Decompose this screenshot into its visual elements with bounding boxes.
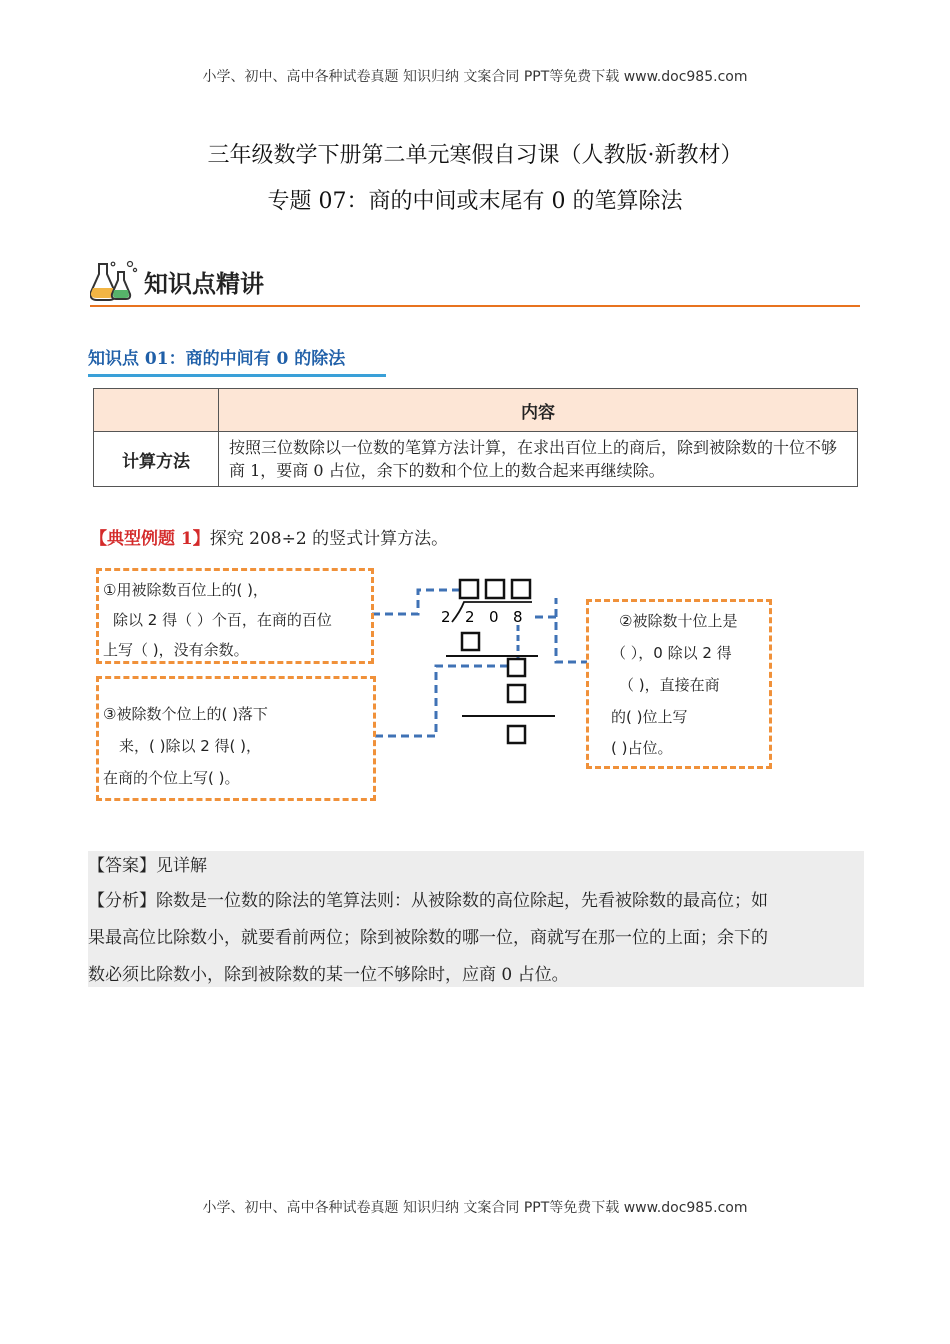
answer-text: 见详解 (156, 856, 207, 876)
table-row-content: 按照三位数除以一位数的笔算方法计算，在求出百位上的商后，除到被除数的十位不够商 1，要商 0 占位，余下的数和个位上的数合起来再继续除。 (219, 432, 858, 487)
example-text: 探究 208÷2 的竖式计算方法。 (209, 529, 449, 549)
section-heading-text: 知识点精讲 (144, 270, 264, 298)
analysis-line3: 数必须比除数小，除到被除数的某一位不够除时，应商 0 占位。 (88, 965, 569, 985)
step1-line1: ①用被除数百位上的( )， (103, 581, 268, 599)
table-header-content: 内容 (219, 389, 858, 432)
product-box-2 (508, 685, 525, 702)
answer-block (88, 851, 864, 987)
step2-line4: 的( )位上写 (611, 708, 688, 726)
step2-box (586, 599, 772, 769)
table-row-label: 计算方法 (94, 432, 219, 487)
page-header: 小学、初中、高中各种试卷真题 知识归纳 文案合同 PPT等免费下载 www.doc985.com (202, 69, 748, 85)
page-title: 三年级数学下册第二单元寒假自习课（人教版·新教材） (207, 143, 743, 168)
page-footer: 小学、初中、高中各种试卷真题 知识归纳 文案合同 PPT等免费下载 www.doc985.com (202, 1200, 748, 1216)
step2-line2: （ ），0 除以 2 得 (611, 644, 732, 662)
divisor-text: 2 (441, 608, 451, 626)
dividend-digit-hundreds: 2 (465, 608, 475, 626)
quotient-tens-box (486, 580, 504, 598)
connector-box2 (535, 617, 587, 662)
step2-line3: （ )，直接在商 (619, 676, 720, 694)
remainder-box-1 (508, 659, 525, 676)
analysis-line2: 果最高位比除数小，就要看前两位；除到被除数的哪一位，商就写在那一位的上面；余下的 (88, 928, 768, 948)
answer-tag: 【答案】 (88, 856, 156, 876)
knowledge-point-title: 知识点 01：商的中间有 0 的除法 (88, 349, 346, 369)
step3-box (96, 676, 376, 801)
step2-line5: ( )占位。 (611, 739, 673, 757)
page-subtitle: 专题 07：商的中间或末尾有 0 的笔算除法 (267, 189, 683, 214)
step3-line2: 来，( )除以 2 得( )， (119, 737, 262, 755)
example-tag: 【典型例题 1】 (90, 529, 210, 549)
analysis-text-1: 除数是一位数的除法的笔算法则：从被除数的高位除起，先看被除数的最高位；如 (156, 891, 768, 911)
step2-line1: ②被除数十位上是 (619, 612, 738, 630)
answer-line (88, 848, 864, 885)
dividend-digit-tens: 0 (489, 608, 499, 626)
connector-box3 (375, 666, 508, 736)
quotient-ones-box (512, 580, 530, 598)
step3-line1: ③被除数个位上的( )落下 (103, 705, 268, 723)
step1-line3: 上写（ )，没有余数。 (103, 641, 249, 659)
step3-line3: 在商的个位上写( )。 (103, 769, 240, 787)
analysis-tag: 【分析】 (88, 891, 156, 911)
step1-line2: 除以 2 得（ ）个百，在商的百位 (113, 611, 332, 629)
analysis-line1 (88, 883, 864, 920)
dividend-digit-ones: 8 (513, 608, 523, 626)
step1-box (96, 568, 374, 664)
product-box-1 (462, 633, 479, 650)
quotient-hundreds-box (460, 580, 478, 598)
remainder-box-2 (508, 726, 525, 743)
